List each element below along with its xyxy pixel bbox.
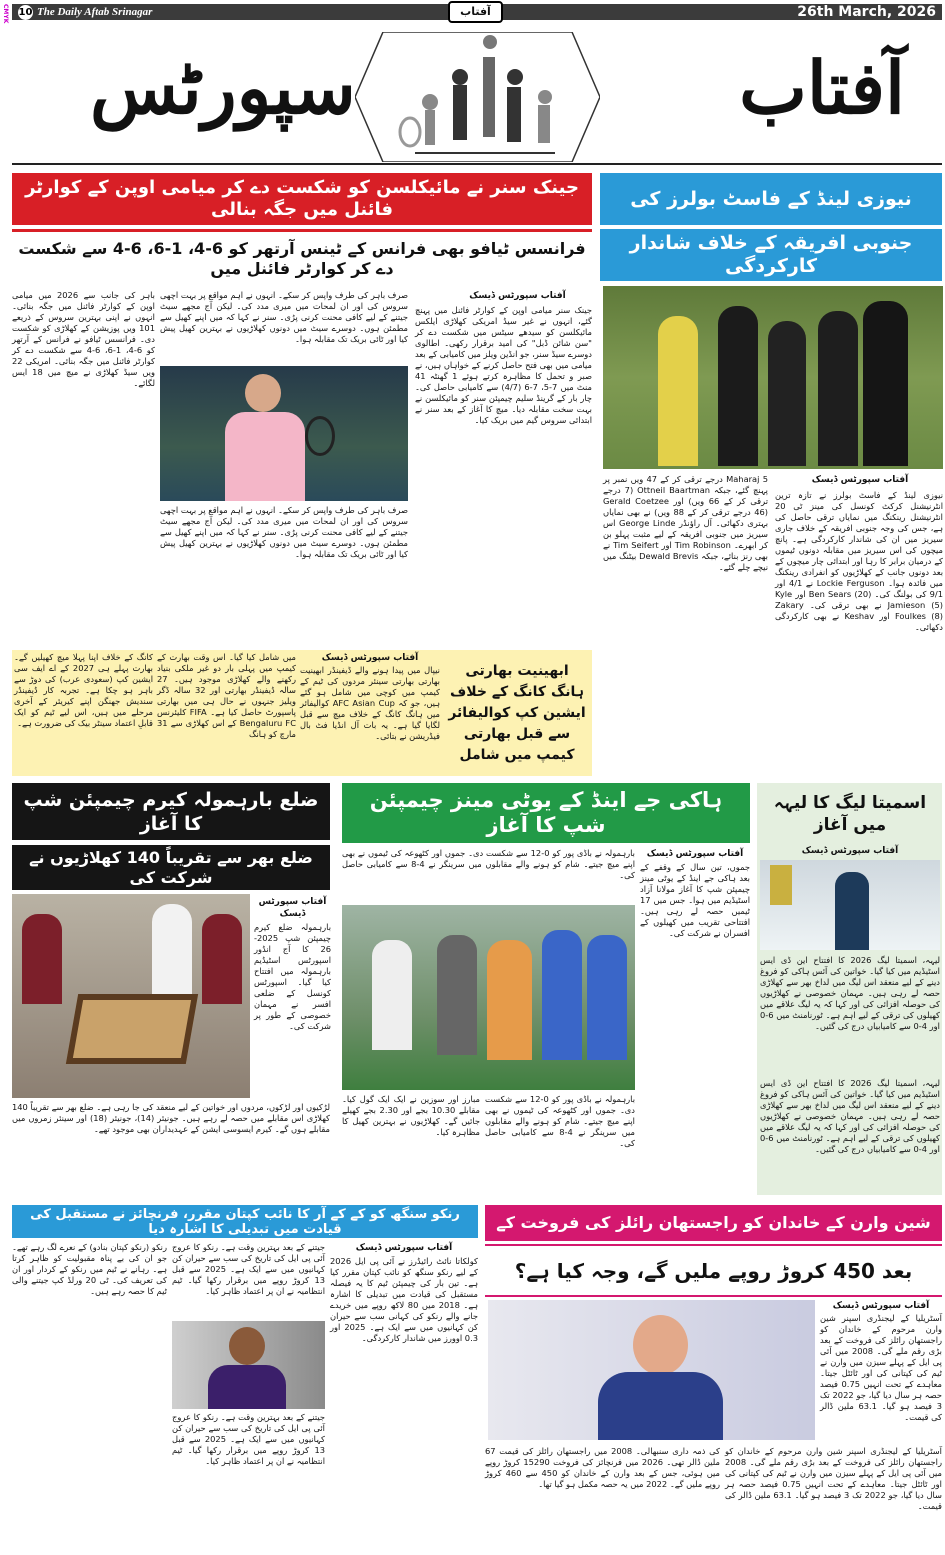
warne-headline-line1: شین وارن کے خاندان کو راجستھان رائلز کی فروخت کے — [485, 1205, 942, 1241]
hockey-headline: ہاکی جے اینڈ کے یوٹی مینز چیمپئن شپ کا آغاز — [342, 783, 750, 843]
nz-column-2: Maharaj 5 درجے ترقی کر کے 47 ویں نمبر پر پہنچ گئے، جبکہ Ottneil Baartman (7 درجے ترقی کر کے 66 ویں) اور Gerald Coetzee (46 درجے ترقی کر کے 88 ویں) نے بھی نمایاں بہتری دکھائی۔ آل راؤنڈر George Linde اس سیریز میں جنوبی افریقہ کے لیے مثبت پہلو بن کر ابھرے۔ Tim Robinson اور Tim Seifert نے بھی رنز بنائے، جبکہ Dewald Brevis بیٹنگ میں نیچے چلے گئے۔ — [603, 474, 769, 572]
byline: آفتاب سپورٹس ڈیسک — [811, 475, 909, 485]
page-number: 10 — [18, 6, 33, 18]
headline-rule — [485, 1244, 942, 1246]
byline: آفتاب سپورٹس ڈیسک — [832, 1301, 930, 1311]
cmyk-marker: CMYK — [2, 4, 9, 24]
masthead-sports: سپورٹس — [90, 45, 356, 130]
mini-logo: آفتاب — [448, 1, 503, 23]
ice-hockey-text-top: لیہہ، اسمیتا لیگ 2026 کا افتتاح این ڈی ایس اسٹیڈیم میں کیا گیا۔ خواتین کی آئس ہاکی کو فروغ دینے کے لیے منعقد اس لیگ میں لداخ بھر سے کھلاڑی حصہ لے رہی ہیں۔ مہمان خصوصی نے کھلاڑیوں کی حوصلہ افزائی کی اور کہا کہ یہ لیگ علاقے میں کھیلوں کی ترقی کے لیے اہم ہے۔ ٹورنامنٹ میں 6-0 اور 4-0 سے کامیابیاں درج کی گئیں۔ — [760, 955, 940, 1031]
tennis-column-2b: صرف باہر کی طرف واپس کر سکے۔ انہوں نے اہم مواقع پر بہت اچھی سروس کی اور ان لمحات میں میری مدد کی۔ لیکن آج مجھے سیٹ جیتنے کے لیے کافی محنت کرنی پڑی۔ سنر نے کہا کہ میں اپنے کھیل سے مطمئن ہوں۔ دوسرے سیٹ میں دونوں کھلاڑیوں نے بہترین کھیل پیش کیا اور ٹائی بریک تک مقابلہ ہوا۔ — [160, 505, 408, 559]
sports-emblem-icon — [355, 32, 600, 162]
byline: آفتاب سپورٹس ڈیسک — [258, 897, 327, 919]
warne-headline-line2: بعد 450 کروڑ روپے ملیں گے، وجہ کیا ہے؟ — [514, 1259, 913, 1283]
byline: آفتاب سپورٹس ڈیسک — [801, 846, 899, 856]
carrom-column-2: لڑکیوں اور لڑکوں، مردوں اور خواتین کے لیے منعقد کی جا رہی ہے۔ ضلع بھر سے تقریباً 140 کھلاڑی اس مقابلے میں حصہ لے رہے ہیں۔ جونیئر (14)، جونیئر (18) اور سینئر زمروں میں مقابلے ہوں گے۔ کیرم ایسوسی ایشن کے عہدیداران بھی موجود تھے۔ — [12, 1102, 331, 1134]
carrom-photo — [12, 894, 250, 1098]
tennis-column-1: جینک سنر میامی اوپن کے کوارٹر فائنل میں پہنچ گئے، انہوں نے غیر سیڈ امریکی کھلاڑی ایلکس مائیکلسن کو سیدھے سیٹس میں شکست دے کر "سن شائن ڈبل" کی امید برقرار رکھی۔ اطالوی دوسرے سیڈ سنر، جو انڈین ویلز میں کامیابی کے بعد میامی میں بھی فتح حاصل کرنے کے خواہاں ہیں، نے صبر و تحمل کا مظاہرہ کرتے ہوئے 1 گھنٹہ 41 منٹ میں 7-5، 7-6 (4/7) سے کامیابی حاصل کی۔ چار بار کے گرینڈ سلیم چیمپئن سنر کو مائیکلسن نے بہت سخت مقابلہ دیا۔ میچ کا آغاز کے بعد سنر نے ابتدائی سروس گیم میں بریک کیا۔ — [415, 305, 592, 425]
issue-date: 26th March, 2026 — [797, 4, 936, 20]
masthead-aftab: آفتاب — [739, 45, 905, 130]
tennis-subheadline: فرانسس ٹیافو بھی فرانس کے ٹینس آرتھر کو 6-4، 1-6، 6-4 سے شکست دے کر کوارٹر فائنل میں — [18, 239, 586, 278]
hockey-photo — [342, 905, 635, 1090]
rinku-headline: رنکو سنگھ کو کے کے آر کا نائب کپتان مقرر، فرنچائز نے مستقبل کی قیادت میں تبدیلی کا اشارہ دیا — [12, 1205, 478, 1238]
nz-headline-line1: نیوزی لینڈ کے فاسٹ بولرز کی — [600, 173, 942, 225]
ice-hockey-text: لیہہ، اسمیتا لیگ 2026 کا افتتاح این ڈی ایس اسٹیڈیم میں کیا گیا۔ خواتین کی آئس ہاکی کو فروغ دینے کے لیے منعقد اس لیگ میں لداخ بھر سے کھلاڑی حصہ لے رہی ہیں۔ مہمان خصوصی نے کھلاڑیوں کی حوصلہ افزائی کی اور کہا کہ یہ لیگ علاقے میں کھیلوں کی ترقی کے لیے اہم ہے۔ ٹورنامنٹ میں 6-0 اور 4-0 سے کامیابیاں درج کی گئیں۔ — [760, 1078, 940, 1154]
sinner-photo — [160, 366, 408, 501]
rinku-column-3: رنکو (رنکو کپتان بنادو) کے نعرے لگ رہے تھے۔ جو ان کی بے پناہ مقبولیت کو ظاہر کرتا ہے۔ رہانے نے ٹیم میں رنکو کے کردار اور ان کی تعریف کی۔ ٹی 20 ورلڈ کپ جیتنے والی ٹیم کا حصہ رہے ہیں۔ — [12, 1242, 167, 1296]
cricket-photo — [603, 286, 943, 469]
hockey-column-2b: بارہمولہ نے باڈی پور کو 0-12 سے شکست دی۔ جموں اور کٹھوعہ کی ٹیموں نے بھی اپنے میچ جیتے۔ شام کو ہونے والے مقابلوں میں سرینگر نے 4-8 سے کامیابی حاصل کی۔ — [485, 1094, 636, 1148]
hockey-column-1: جموں، تین سال کے وقفے کے بعد ہاکی جے اینڈ کے یوٹی مینز چیمپئن شپ کا آغاز مولانا آزاد اسٹیڈیم میں ہوا۔ جس میں 17 ٹیمیں حصہ لے رہی ہیں۔ افتتاحی تقریب میں کھیلوں کے افسران نے شرکت کی۔ — [640, 862, 750, 938]
paper-name: The Daily Aftab Srinagar — [37, 6, 153, 18]
byline: آفتاب سپورٹس ڈیسک — [469, 291, 566, 301]
ice-hockey-photo — [760, 860, 940, 950]
headline-rule — [485, 1295, 942, 1297]
india-football-column-1: نیپال میں پیدا ہونے والے ڈیفینڈر ابھینیت بھارتی بھارتی سینئر مردوں کی ٹیم کے کیمپ میں کوچی میں شامل ہو گئے ہیں، جو کہ AFC Asian Cup کوالیفائر میں ہانگ کانگ کے خلاف میچ سے قبل لگایا گیا ہے۔ یہ بات آل انڈیا فٹ بال فیڈریشن نے بتائی۔ — [300, 665, 440, 741]
warne-photo — [488, 1300, 815, 1440]
tennis-headline: جینک سنر نے مائیکلسن کو شکست دے کر میامی اوپن کے کوارٹر فائنل میں جگہ بنالی — [12, 173, 592, 225]
tennis-column-2: صرف باہر کی طرف واپس کر سکے۔ انہوں نے اہم مواقع پر بہت اچھی سروس کی اور ان لمحات میں میری مدد کی۔ لیکن آج مجھے سیٹ جیتنے کے لیے کافی محنت کرنی پڑی۔ سنر نے کہا کہ میں اپنے کھیل سے مطمئن ہوں۔ دوسرے سیٹ میں دونوں کھلاڑیوں نے بہترین کھیل پیش کیا اور ٹائی بریک تک مقابلہ ہوا۔ — [160, 290, 408, 344]
byline: آفتاب سپورٹس ڈیسک — [355, 1243, 453, 1253]
india-football-headline: ابھینیت بھارتی ہانگ کانگ کے خلاف ایشین کپ کوالیفائر سے قبل بھارتی کیمپ میں شامل — [448, 662, 586, 763]
byline: آفتاب سپورٹس ڈیسک — [321, 653, 419, 663]
hockey-column-3: مبارز اور سوزین نے ایک ایک گول کیا۔ مقابلے 10.30 بجے اور 2.30 بجے کھیلے جائیں گے۔ کھلاڑیوں نے بہترین کھیل کا مظاہرہ کیا۔ — [342, 1094, 480, 1137]
nz-headline-line2: جنوبی افریقہ کے خلاف شاندار کارکردگی — [600, 229, 942, 281]
carrom-headline: ضلع بارہمولہ کیرم چیمپئن شپ کا آغاز — [12, 783, 330, 840]
ice-hockey-headline: اسمیتا لیگ کا لیہہ میں آغاز — [773, 793, 927, 835]
warne-column-1b: آسٹریلیا کے لیجنڈری اسپنر شین وارن مرحوم کے خاندان کو راجستھان رائلز کی فروخت کے بعد بڑی رقم ملے گی۔ 2008 میں آئی پی ایل کے پہلے سیزن میں وارن نے ٹیم کی کپتانی کی اور ٹائٹل جیتا۔ معاہدے کے تحت انہیں 0.75 فیصد حصہ ہر سال دیا گیا، جو 2022 تک 3 فیصد ہو گیا۔ 63.1 ملین ڈالر کی قیمت۔ — [725, 1446, 942, 1511]
rinku-column-2b: جیتنے کے بعد بہترین وقت ہے۔ رنکو کا عروج آئی پی ایل کی تاریخ کی سب سے حیران کن کہانیوں میں سے ایک ہے۔ 2025 سے قبل 13 کروڑ روپے میں برقرار رکھا گیا۔ ٹیم انتظامیہ نے ان پر اعتماد ظاہر کیا۔ — [172, 1412, 325, 1466]
masthead-rule — [12, 163, 942, 165]
byline: آفتاب سپورٹس ڈیسک — [646, 849, 744, 859]
tennis-column-3: باہر کی جانب سے 2026 میں میامی اوپن کے کوارٹر فائنل میں جگہ بنائی۔ انہوں نے اپنی بہترین سروس کے ذریعے 101 ویں پوزیشن کے کھلاڑی کو شکست دی۔ فرانسس ٹیافو نے فرانس کے آرتھر کو 6-4، 1-6، 6-4 سے شکست دے کر کوارٹر فائنل میں جگہ بنائی۔ امریکی 22 ویں سیڈ کھلاڑی نے میچ میں 18 ایس لگائے۔ — [12, 290, 156, 388]
rinku-column-2: جیتنے کے بعد بہترین وقت ہے۔ رنکو کا عروج آئی پی ایل کی تاریخ کی سب سے حیران کن کہانیوں میں سے ایک ہے۔ 2025 سے قبل 13 کروڑ روپے میں برقرار رکھا گیا۔ ٹیم انتظامیہ نے ان پر اعتماد ظاہر کیا۔ — [172, 1242, 325, 1296]
india-football-column-2: میں شامل کیا گیا۔ اس وقت بھارت کے کیمپ میں پہلی بار دو غیر ملکی بنیاد رکھنے والے کھلاڑی موجود ہیں۔ 27 سالہ ڈیفینڈر بھارتی اور 32 سالہ ڈگر ویلیز جنہوں نے حال ہی میں بھارتی پاسپورٹ حاصل کیا ہے۔ FIFA کلیئرنس Bengaluru FC کے اس کھلاڑی سے 31 مارچ کو ہانگ — [157, 652, 297, 739]
rinku-column-1: کولکاتا نائٹ رائیڈرز نے آئی پی ایل 2026 کے لیے رنکو سنگھ کو نائب کپتان مقرر کیا ہے۔ تین بار کی چیمپئن ٹیم کا یہ فیصلہ مستقبل کی قیادت میں تبدیلی کا اشارہ ہے۔ 2018 میں 80 لاکھ روپے میں خریدے جانے والے رنکو کی کہانی سب سے حیران کن کہانیوں میں سے ایک ہے۔ 2025 اور 0.3 اوورز میں شاندار کارکردگی۔ — [330, 1256, 478, 1343]
india-football-column-3: کانگ کے خلاف اپنا پہلا میچ کھیلیں گے۔ بھارت پہلے ہی 2027 کے اے ایف سی ایشین کپ (سعودی عرب) کی دوڑ سے باہر ہو چکا ہے۔ تجربہ کار ڈیفینڈر سندیش جھنگن اپنے کیریئر کے آخری مرحلے میں ہیں، اس لیے ٹیم کو ایک قابلِ اعتماد سینٹر بیک کی ضرورت ہے۔ — [14, 652, 153, 728]
carrom-subheadline: ضلع بھر سے تقریباً 140 کھلاڑیوں نے شرکت کی — [12, 845, 330, 890]
rinku-photo — [172, 1321, 325, 1409]
headline-rule — [12, 229, 592, 232]
hockey-column-2: بارہمولہ نے باڈی پور کو 0-12 سے شکست دی۔ جموں اور کٹھوعہ کی ٹیموں نے بھی اپنے میچ جیتے۔ شام کو ہونے والے مقابلوں میں سرینگر نے 4-8 سے کامیابی حاصل کی۔ — [342, 848, 635, 880]
carrom-column-1: بارہمولہ ضلع کیرم چیمپئن شپ 2025-26 کا آج انڈور اسپورٹس اسٹیڈیم بارہمولہ میں افتتاح کیا گیا۔ اسپورٹس کونسل کے ضلعی افسر نے مہمان خصوصی کے طور پر شرکت کی۔ — [254, 922, 331, 1031]
warne-column-2: کی ذمہ داری سنبھالی۔ 2008 میں راجستھان رائلز کی قیمت 67 ملین ڈالر تھی۔ 2026 میں فرنچائز کی فروخت 15290 کروڑ روپے میں ہوئی، جس کے بعد وارن کے خاندان کو 450 سے 460 کروڑ روپے ملیں گے۔ 2022 میں یہ حصہ مکمل ہو گیا تھا۔ — [485, 1446, 720, 1489]
warne-column-1: آسٹریلیا کے لیجنڈری اسپنر شین وارن مرحوم کے خاندان کو راجستھان رائلز کی فروخت کے بعد بڑی رقم ملے گی۔ 2008 میں آئی پی ایل کے پہلے سیزن میں وارن نے ٹیم کی کپتانی کی اور ٹائٹل جیتا۔ معاہدے کے تحت انہیں 0.75 فیصد حصہ ہر سال دیا گیا، جو 2022 تک 3 فیصد ہو گیا۔ 63.1 ملین ڈالر کی قیمت۔ — [820, 1313, 942, 1422]
nz-column-1: نیوزی لینڈ کے فاسٹ بولرز نے تازہ ترین انٹرنیشنل کرکٹ کونسل کی مینز ٹی 20 انٹرنیشنل رینکنگ میں نمایاں ترقی حاصل کی ہے، جس کی وجہ جنوبی افریقہ کے خلاف جاری سیریز میں ان کی شاندار کارکردگی ہے۔ پانچ میچوں کی اس سیریز میں مقابلہ دونوں ٹیموں کے درمیان برابر کا رہا اور ابتدائی چار میچوں کے بعد دونوں جانب کے کھلاڑیوں کو انفرادی رینکنگ میں فائدہ ہوا۔ Lockie Ferguson نے 4/1 اور 9/1 کی بولنگ کی۔ Ben Sears (20) اور Kyle Jamieson (5) نے بھی ترقی کی۔ Zakary Foulkes (8) اور Keshav نے بھی کارکردگی دکھائی۔ — [775, 490, 943, 632]
